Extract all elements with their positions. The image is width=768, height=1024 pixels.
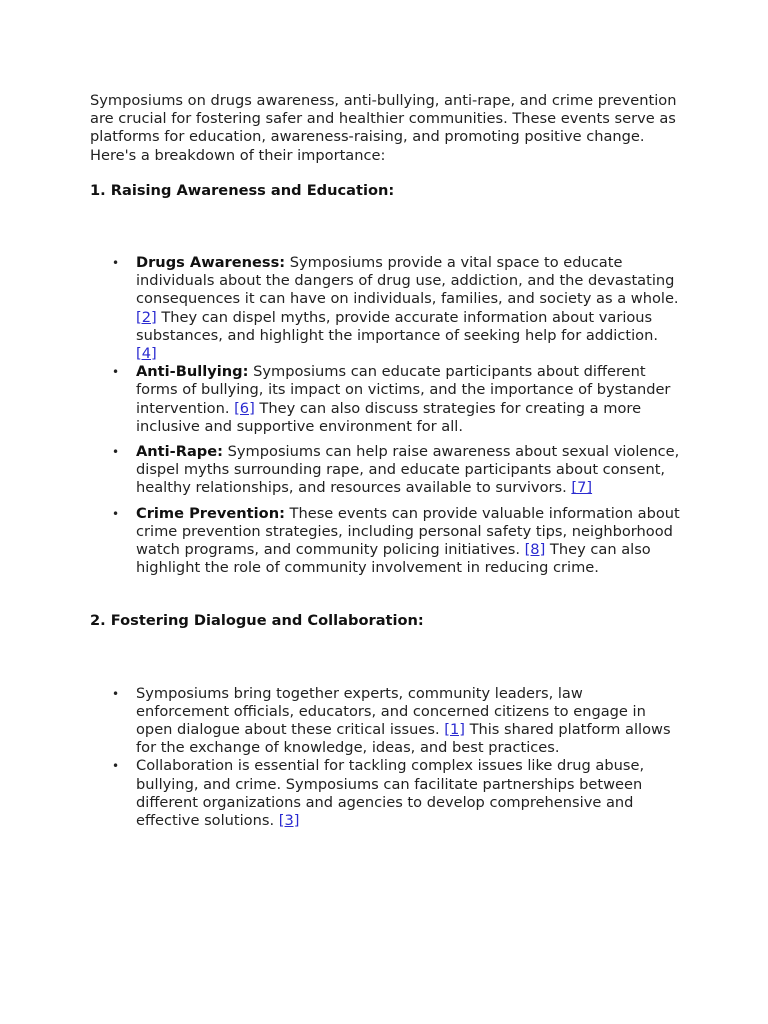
citation-link[interactable]: [3] [278,812,300,830]
item-text: Symposiums provide a vital space to educate individuals about the dangers of drug use, addiction, and the devastating consequences it can have on individuals, families, and society as a whole. [136,254,679,308]
item-text: Collaboration is essential for tackling complex issues like drug abuse, bullying, and crime. Symposiums can facilitate partnerships between different organizations and agencies to develop comprehensive and effective solutions. [136,757,645,830]
item-term: Crime Prevention: [136,504,285,522]
item-text: Symposiums can educate participants about different forms of bullying, its impact on victims, and the importance of bystander intervention. [136,363,671,417]
citation-link[interactable]: [2] [136,308,157,326]
citation-link[interactable]: [6] [234,399,255,417]
bullet-icon: • [112,256,120,271]
item-text: They can also discuss strategies for creating a more inclusive and supportive environment for all. [136,399,642,435]
citation-link[interactable]: [4] [136,345,157,363]
item-text: These events can provide valuable information about crime prevention strategies, including personal safety tips, neighborhood watch programs, and community policing initiatives. [136,504,680,559]
item-term: Anti-Bullying: [136,363,249,381]
item-text: This shared platform allows for the exchange of knowledge, ideas, and best practices. [136,721,671,757]
citation-link[interactable]: [1] [444,721,465,739]
bullet-icon: • [112,445,120,460]
citation-link[interactable]: [7] [571,479,593,497]
list-item-anti-bullying [112,363,680,436]
item-term: Anti-Rape: [136,443,223,461]
item-text: They can dispel myths, provide accurate information about various substances, and highlight the importance of seeking help for addiction. [136,308,658,344]
section-heading-awareness: 1. Raising Awareness and Education: [90,181,395,199]
item-text: They can also highlight the role of community involvement in reducing crime. [136,541,651,577]
item-text: Symposiums bring together experts, community leaders, law enforcement officials, educators, and concerned citizens to engage in open dialogue about these critical issues. [136,684,646,739]
document-body [90,92,680,830]
item-term: Drugs Awareness: [136,254,286,272]
bullet-icon: • [112,759,120,774]
bullet-icon: • [112,506,120,521]
list-item-anti-rape [112,443,680,498]
item-text: Symposiums can help raise awareness about sexual violence, dispel myths surrounding rape, and educate participants about consent, healthy relationships, and resources available to survivors. [136,443,680,497]
awareness-list [90,254,680,577]
bullet-icon: • [112,686,120,701]
intro-paragraph: Symposiums on drugs awareness, anti-bullying, anti-rape, and crime prevention are crucial for fostering safer and healthier communities. These events serve as platforms for education, awareness-raising, and promoting positive change. Here's a breakdown of their importance: [90,92,677,164]
list-item-dialogue [112,684,680,758]
citation-link[interactable]: [8] [524,541,546,559]
list-item-collaboration [112,757,680,830]
dialogue-list [90,685,680,831]
list-item-drugs-awareness [112,254,680,363]
section-heading-dialogue: 2. Fostering Dialogue and Collaboration: [90,612,424,630]
bullet-icon: • [112,365,120,380]
list-item-crime-prevention [112,504,680,578]
